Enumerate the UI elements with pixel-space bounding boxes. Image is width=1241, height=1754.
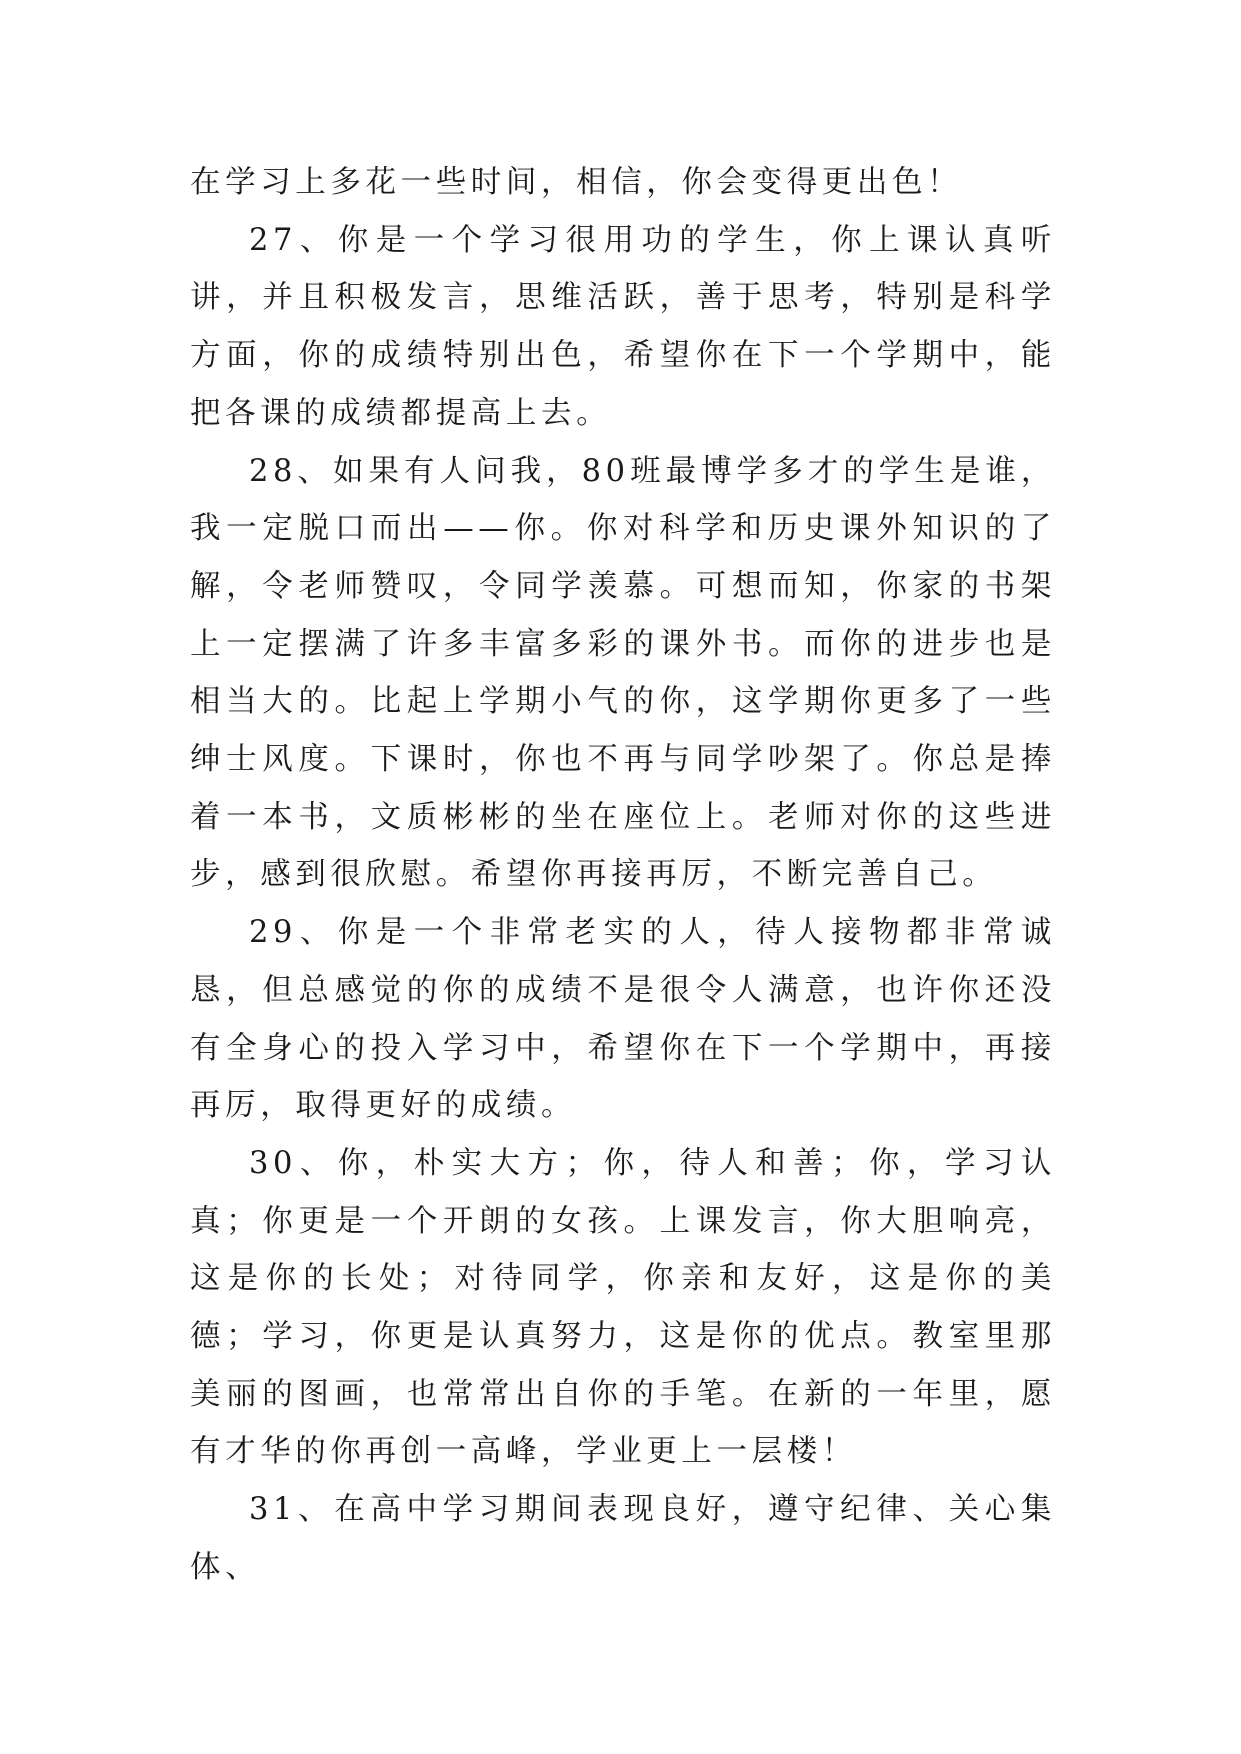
- paragraph-29: 29、你是一个非常老实的人，待人接物都非常诚恳，但总感觉的你的成绩不是很令人满意，也许你还没有全身心的投入学习中，希望你在下一个学期中，再接再厉，取得更好的成绩。: [190, 915, 1056, 1124]
- paragraph-30: 30、你，朴实大方；你，待人和善；你，学习认真；你更是一个开朗的女孩。上课发言，你大胆响亮，这是你的长处；对待同学，你亲和友好，这是你的美德；学习，你更是认真努力，这是你的优点。教室里那美丽的图画，也常常出自你的手笔。在新的一年里，愿有才华的你再创一高峰，学业更上一层楼！: [190, 1145, 1056, 1470]
- paragraph-31: 31、在高中学习期间表现良好，遵守纪律、关心集体、: [190, 1492, 1056, 1585]
- paragraph-27: 27、你是一个学习很用功的学生，你上课认真听讲，并且积极发言，思维活跃，善于思考，特别是科学方面，你的成绩特别出色，希望你在下一个学期中，能把各课的成绩都提高上去。: [190, 222, 1056, 431]
- paragraph-continuation: 在学习上多花一些时间，相信，你会变得更出色！: [190, 165, 963, 200]
- document-body: [190, 154, 1056, 1597]
- paragraph-28: 28、如果有人问我，80班最博学多才的学生是谁，我一定脱口而出——你。你对科学和历史课外知识的了解，令老师赞叹，令同学羡慕。可想而知，你家的书架上一定摆满了许多丰富多彩的课外书。而你的进步也是相当大的。比起上学期小气的你，这学期你更多了一些绅士风度。下课时，你也不再与同学吵架了。你总是捧着一本书，文质彬彬的坐在座位上。老师对你的这些进步，感到很欣慰。希望你再接再厉，不断完善自己。: [190, 453, 1056, 893]
